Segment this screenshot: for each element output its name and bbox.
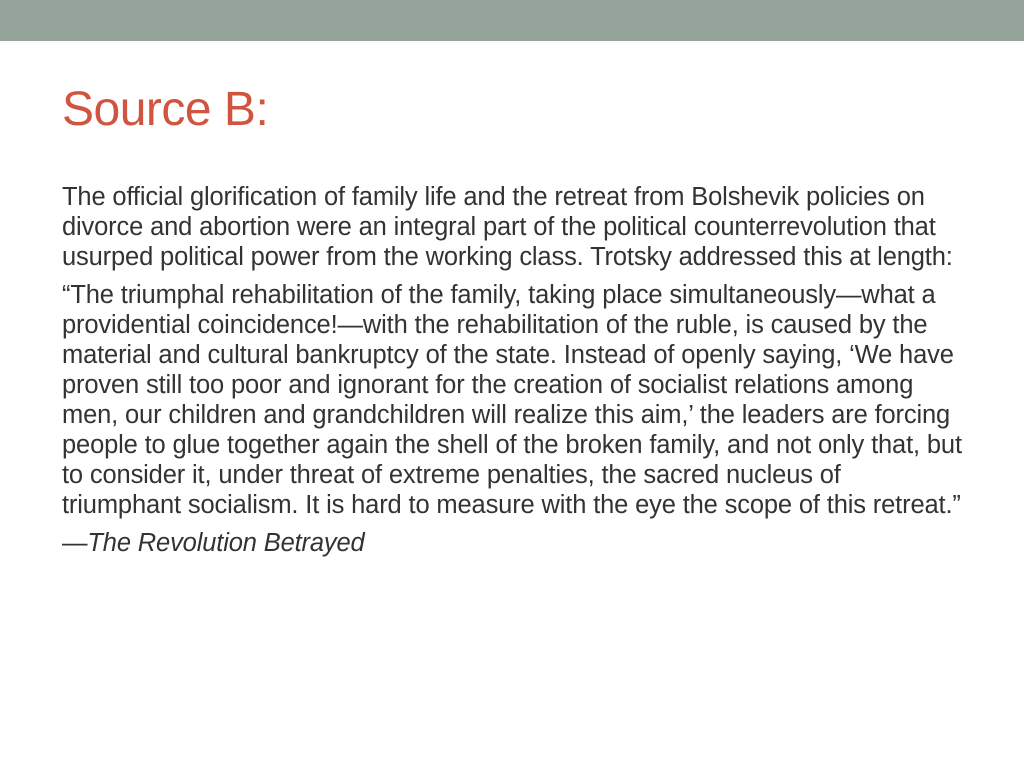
slide-title: Source B: [62, 83, 269, 136]
attribution [62, 528, 962, 558]
attribution-dash: — [62, 529, 88, 557]
slide-body [62, 182, 962, 566]
top-accent-bar [0, 0, 1024, 41]
attribution-work-title: The Revolution Betrayed [87, 529, 365, 557]
intro-paragraph: The official glorification of family life and the retreat from Bolshevik policies on divorce and abortion were an integral part of the political counterrevolution that usurped political power from the working class. Trotsky addressed this at length: [62, 183, 953, 271]
quote-paragraph: “The triumphal rehabilitation of the family, taking place simultaneously—what a providential coincidence!—with the rehabilitation of the ruble, is caused by the material and cultural bankruptcy of the state. Instead of openly saying, ‘We have proven still too poor and ignorant for the creation of socialist relations among men, our children and grandchildren will realize this aim,’ the leaders are forcing people to glue together again the shell of the broken family, and not only that, but to consider it, under threat of extreme penalties, the sacred nucleus of triumphant socialism. It is hard to measure with the eye the scope of this retreat.” [62, 281, 962, 519]
